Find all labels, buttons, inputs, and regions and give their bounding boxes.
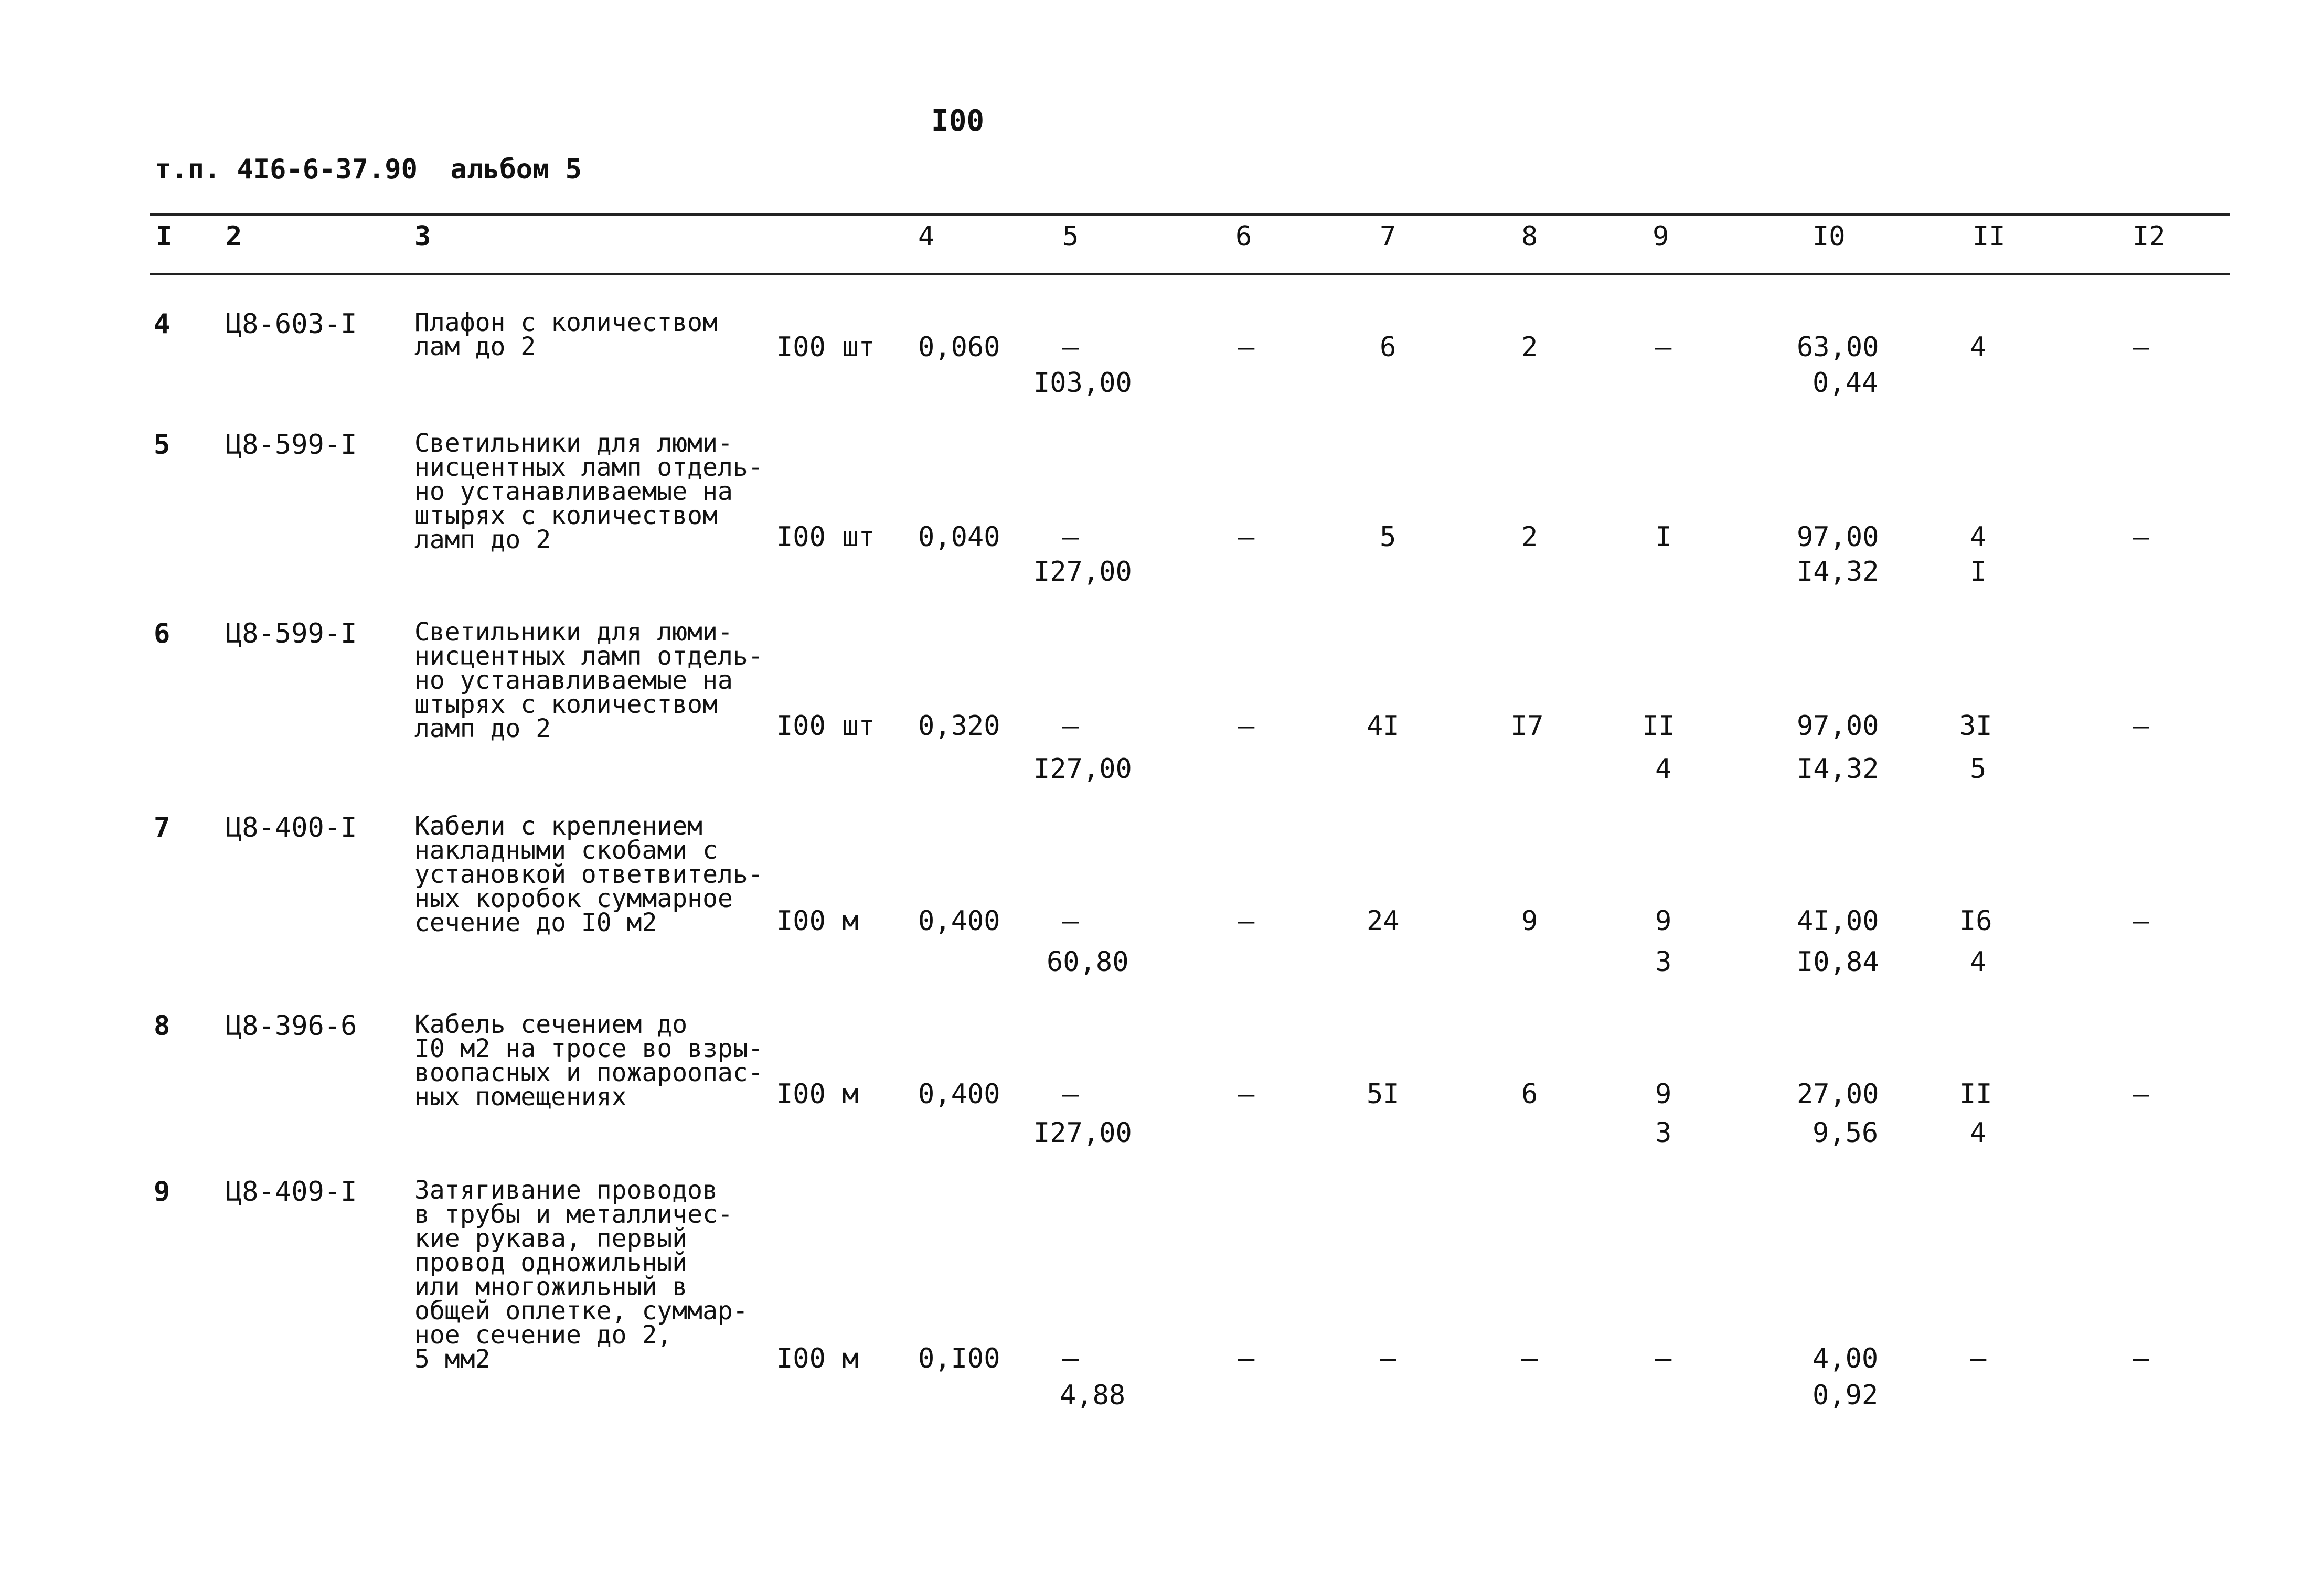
rate-code: Ц8-599-I	[226, 429, 357, 461]
col12: –	[2133, 905, 2149, 937]
row-number: 9	[154, 1176, 170, 1208]
rate-code: Ц8-400-I	[226, 812, 357, 844]
col8: 6	[1521, 1079, 1538, 1110]
col8: –	[1521, 1343, 1538, 1374]
col10-top: 4I,00	[1797, 905, 1879, 937]
column-header: 2	[226, 221, 242, 252]
col6: –	[1238, 710, 1255, 742]
col11-top: I6	[1959, 905, 1992, 937]
col7: 5	[1380, 521, 1396, 553]
col9-top: –	[1655, 332, 1672, 363]
rate-code: Ц8-599-I	[226, 618, 357, 649]
work-description: Кабель сечением до I0 м2 на тросе во взры- воопасных и пожароопас- ных помещениях	[414, 1010, 763, 1112]
rate-code: Ц8-396-6	[226, 1010, 357, 1042]
row-number: 5	[154, 429, 170, 461]
col11-bottom: I	[1970, 556, 1987, 588]
col8: I7	[1511, 710, 1544, 742]
col5-bottom: I27,00	[1033, 556, 1132, 588]
col10-bottom: 9,56	[1813, 1117, 1879, 1149]
col11-top: 3I	[1959, 710, 1992, 742]
unit: I00 м	[776, 905, 859, 937]
col5-bottom: I03,00	[1033, 367, 1132, 399]
col5-bottom: 60,80	[1047, 946, 1129, 978]
quantity: 0,400	[918, 1079, 1000, 1110]
unit: I00 шт	[776, 332, 875, 363]
col10-bottom: I0,84	[1797, 946, 1879, 978]
col5-top: –	[1062, 905, 1079, 937]
col12: –	[2133, 1079, 2149, 1110]
col5-top: –	[1062, 1343, 1079, 1374]
col10-top: 63,00	[1797, 332, 1879, 363]
col12: –	[2133, 332, 2149, 363]
column-header: 7	[1380, 221, 1396, 252]
col10-bottom: 0,92	[1813, 1380, 1879, 1411]
col12: –	[2133, 521, 2149, 553]
col5-bottom: I27,00	[1033, 1117, 1132, 1149]
col8: 2	[1521, 332, 1538, 363]
unit: I00 шт	[776, 710, 875, 742]
row-number: 6	[154, 618, 170, 649]
col10-top: 27,00	[1797, 1079, 1879, 1110]
column-header: 6	[1235, 221, 1252, 252]
col9-bottom: 4	[1655, 753, 1672, 785]
col11-bottom: 4	[1970, 1117, 1987, 1149]
col6: –	[1238, 521, 1255, 553]
col9-top: I	[1655, 521, 1672, 553]
col9-top: 9	[1655, 905, 1672, 937]
col5-bottom: 4,88	[1060, 1380, 1126, 1411]
col11-bottom: 4	[1970, 946, 1987, 978]
col10-top: 97,00	[1797, 710, 1879, 742]
col10-bottom: I4,32	[1797, 753, 1879, 785]
col12: –	[2133, 1343, 2149, 1374]
col9-top: II	[1642, 710, 1675, 742]
column-header: I	[156, 221, 173, 252]
unit: I00 м	[776, 1079, 859, 1110]
col11-top: II	[1959, 1079, 1992, 1110]
col9-bottom: 3	[1655, 946, 1672, 978]
col10-top: 97,00	[1797, 521, 1879, 553]
col10-bottom: I4,32	[1797, 556, 1879, 588]
work-description: Светильники для люми- нисцентных ламп отдель- но устанавливаемые на штырях с количеством ламп до 2	[414, 429, 763, 554]
col7: 5I	[1367, 1079, 1400, 1110]
col8: 9	[1521, 905, 1538, 937]
col9-bottom: 3	[1655, 1117, 1672, 1149]
col7: 6	[1380, 332, 1396, 363]
document-reference: т.п. 4I6-6-37.90 альбом 5	[155, 154, 582, 185]
work-description: Затягивание проводов в трубы и металличес- кие рукава, первый провод одножильный или многожильный в общей оплетке, суммар- ное сечение до 2, 5 мм2	[414, 1176, 748, 1374]
row-number: 4	[154, 308, 170, 340]
col5-top: –	[1062, 521, 1079, 553]
col5-bottom: I27,00	[1033, 753, 1132, 785]
quantity: 0,400	[918, 905, 1000, 937]
col5-top: –	[1062, 1079, 1079, 1110]
col9-top: 9	[1655, 1079, 1672, 1110]
column-header: 9	[1653, 221, 1669, 252]
col5-top: –	[1062, 710, 1079, 742]
col10-bottom: 0,44	[1813, 367, 1879, 399]
col8: 2	[1521, 521, 1538, 553]
work-description: Светильники для люми- нисцентных ламп отдель- но устанавливаемые на штырях с количеством ламп до 2	[414, 617, 763, 743]
col6: –	[1238, 332, 1255, 363]
col10-top: 4,00	[1813, 1343, 1879, 1374]
col11-bottom: 5	[1970, 753, 1987, 785]
column-header: II	[1973, 221, 2006, 252]
col12: –	[2133, 710, 2149, 742]
quantity: 0,040	[918, 521, 1000, 553]
column-header: I2	[2133, 221, 2166, 252]
col5-top: –	[1062, 332, 1079, 363]
quantity: 0,060	[918, 332, 1000, 363]
column-header: 8	[1521, 221, 1538, 252]
column-header: 4	[918, 221, 935, 252]
col6: –	[1238, 1079, 1255, 1110]
col11-top: 4	[1970, 332, 1987, 363]
column-header: 5	[1062, 221, 1079, 252]
col6: –	[1238, 905, 1255, 937]
unit: I00 шт	[776, 521, 875, 553]
row-number: 8	[154, 1010, 170, 1042]
table-header-rule	[150, 273, 2230, 275]
col7: 4I	[1367, 710, 1400, 742]
work-description: Плафон с количеством лам до 2	[414, 308, 718, 361]
page-number: I00	[931, 104, 985, 138]
col11-top: 4	[1970, 521, 1987, 553]
rate-code: Ц8-409-I	[226, 1176, 357, 1208]
col6: –	[1238, 1343, 1255, 1374]
table-top-rule	[150, 213, 2230, 216]
col9-top: –	[1655, 1343, 1672, 1374]
col7: –	[1380, 1343, 1396, 1374]
col7: 24	[1367, 905, 1400, 937]
column-header: 3	[414, 221, 431, 252]
unit: I00 м	[776, 1343, 859, 1374]
rate-code: Ц8-603-I	[226, 308, 357, 340]
work-description: Кабели с креплением накладными скобами с установкой ответвитель- ных коробок суммарное сечение до I0 м2	[414, 812, 763, 937]
row-number: 7	[154, 812, 170, 844]
col11-top: –	[1970, 1343, 1987, 1374]
quantity: 0,320	[918, 710, 1000, 742]
column-header: I0	[1813, 221, 1846, 252]
quantity: 0,I00	[918, 1343, 1000, 1374]
